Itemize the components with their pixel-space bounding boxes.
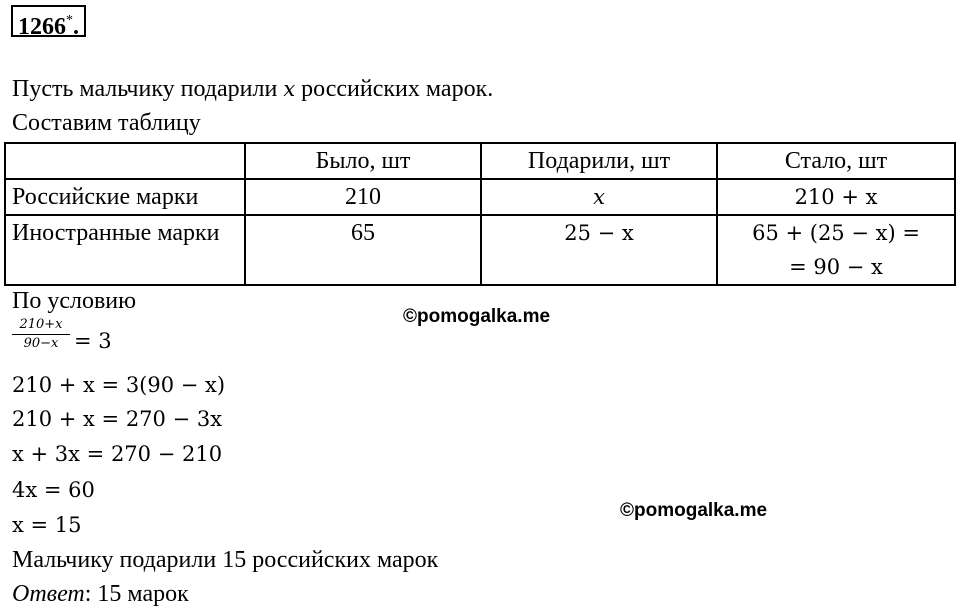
watermark: ©pomogalka.me xyxy=(403,306,551,327)
conclusion: Мальчику подарили 15 российских марок xyxy=(12,547,439,573)
row-label: Иностранные марки xyxy=(5,215,245,285)
table-header-cell: Было, шт xyxy=(245,143,481,179)
intro-line-2: Составим таблицу xyxy=(12,110,201,136)
fraction xyxy=(12,317,70,352)
watermark: ©pomogalka.me xyxy=(620,500,768,521)
problem-dot: . xyxy=(73,14,79,40)
problem-number xyxy=(11,5,86,40)
intro-variable: x xyxy=(283,77,296,101)
fraction-denominator: 90−x xyxy=(23,336,59,351)
table-header-cell: Стало, шт xyxy=(717,143,955,179)
cell-given: 25 − x xyxy=(481,215,717,285)
answer-value: : 15 марок xyxy=(84,581,189,607)
cell-given: x xyxy=(481,179,717,215)
equation-step: x = 15 xyxy=(12,513,82,537)
stamps-table xyxy=(4,142,956,286)
fraction-rhs: = 3 xyxy=(74,329,112,353)
answer-line xyxy=(12,579,189,609)
intro-text-end: российских марок. xyxy=(295,76,494,102)
cell-became-line-2: = 90 − x xyxy=(789,255,883,279)
table-row xyxy=(5,215,955,285)
intro-line-1 xyxy=(12,74,493,104)
equation-step: 210 + x = 3(90 − x) xyxy=(12,373,226,397)
table-header-cell xyxy=(5,143,245,179)
condition-heading: По условию xyxy=(12,288,137,314)
equation-step: 210 + x = 270 − 3x xyxy=(12,407,223,431)
cell-was: 210 xyxy=(245,179,481,215)
answer-label: Ответ xyxy=(12,581,85,607)
table-header-row xyxy=(5,143,955,179)
equation-step: 4x = 60 xyxy=(12,478,95,502)
equation-step: x + 3x = 270 − 210 xyxy=(12,442,223,466)
problem-number-value: 1266 xyxy=(18,14,66,40)
cell-was: 65 xyxy=(245,215,481,285)
intro-text: Пусть мальчику подарили xyxy=(12,76,284,102)
cell-became: 210 + x xyxy=(717,179,955,215)
problem-asterisk: * xyxy=(66,13,73,28)
fraction-numerator: 210+x xyxy=(12,317,70,335)
table-row xyxy=(5,179,955,215)
cell-became-line-1: 65 + (25 − x) = xyxy=(752,221,920,245)
row-label: Российские марки xyxy=(5,179,245,215)
table-header-cell: Подарили, шт xyxy=(481,143,717,179)
cell-became xyxy=(717,215,955,285)
